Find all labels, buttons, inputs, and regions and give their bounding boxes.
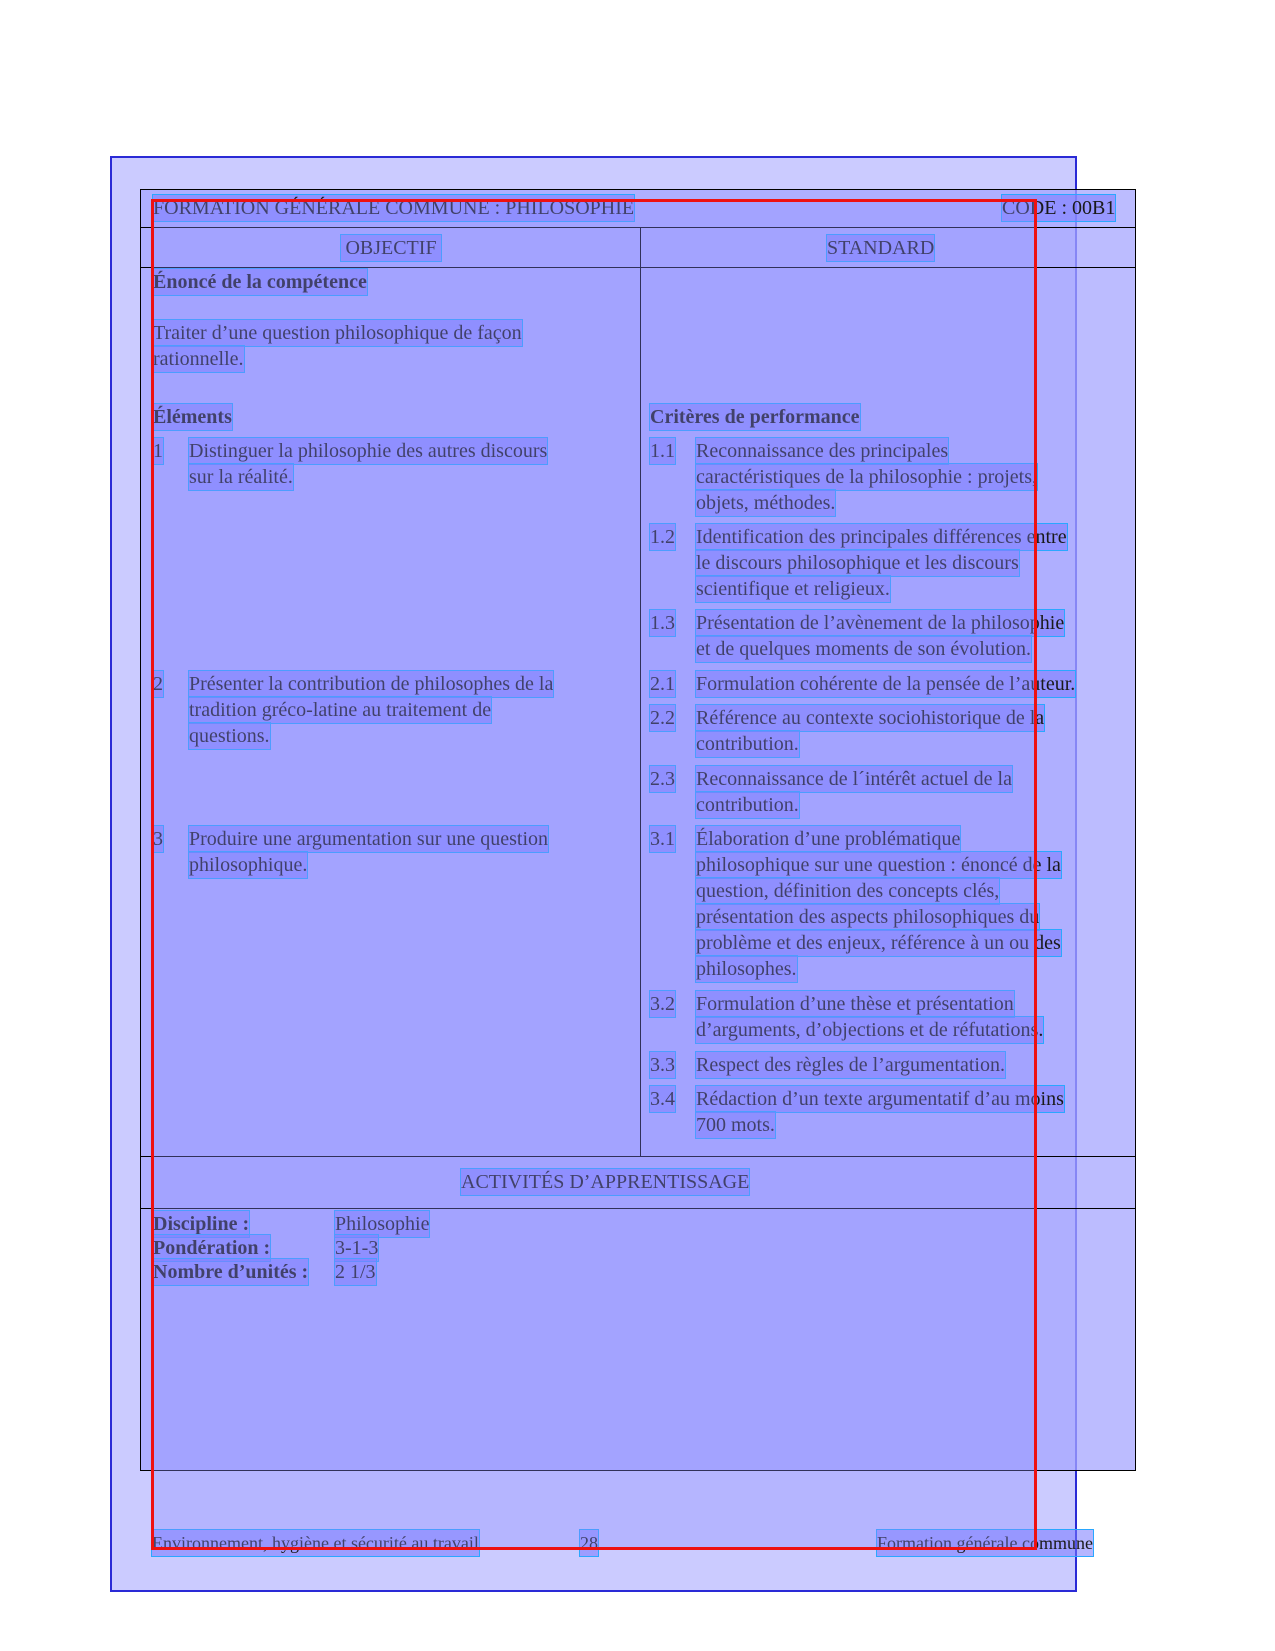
criteria-heading: Critères de performance (650, 406, 860, 428)
competency-table (140, 189, 1136, 1471)
criterion-line: présentation des aspects philosophiques du (696, 906, 1040, 928)
rule (141, 1208, 1135, 1209)
element-number: 1 (153, 440, 163, 462)
criterion-line: scientifique et religieux. (696, 578, 890, 600)
criterion-line: Référence au contexte sociohistorique de la (696, 707, 1045, 729)
criterion-line: et de quelques moments de son évolution. (696, 638, 1031, 660)
field-value-ponderation: 3-1-3 (335, 1237, 379, 1259)
competence-line: Traiter d’une question philosophique de façon (153, 322, 522, 344)
element-line: tradition gréco-latine au traitement de (189, 699, 492, 721)
competence-heading: Énoncé de la compétence (153, 271, 367, 293)
criterion-line: philosophique sur une question : énoncé de la (696, 854, 1061, 876)
field-label-discipline: Discipline : (153, 1213, 250, 1235)
criterion-line: problème et des enjeux, référence à un ou des (696, 932, 1061, 954)
field-value-discipline: Philosophie (335, 1213, 430, 1235)
page-number: 28 (580, 1530, 598, 1556)
field-value-units: 2 1/3 (335, 1261, 376, 1283)
criterion-line: le discours philosophique et les discours (696, 552, 1019, 574)
criterion-line: contribution. (696, 794, 799, 816)
field-label-units: Nombre d’unités : (153, 1261, 309, 1283)
criterion-line: Respect des règles de l’argumentation. (696, 1054, 1005, 1076)
criterion-line: contribution. (696, 733, 799, 755)
element-number: 3 (153, 828, 163, 850)
footer-right: Formation générale commune (877, 1530, 1093, 1556)
elements-heading: Éléments (153, 406, 232, 428)
criterion-line: question, définition des concepts clés, (696, 880, 1000, 902)
criterion-line: Formulation cohérente de la pensée de l’auteur. (696, 673, 1076, 695)
criterion-number: 2.2 (650, 707, 675, 729)
page-footer (152, 1530, 1128, 1556)
element-line: questions. (189, 725, 270, 747)
field-label-ponderation: Pondération : (153, 1237, 271, 1259)
column-header-standard: STANDARD (827, 237, 935, 259)
criterion-line: Élaboration d’une problématique (696, 828, 961, 850)
criterion-number: 3.1 (650, 828, 675, 850)
criterion-number: 1.3 (650, 612, 675, 634)
criterion-line: philosophes. (696, 958, 797, 980)
criterion-line: objets, méthodes. (696, 492, 836, 514)
column-header-objectif: OBJECTIF (341, 235, 441, 261)
column-divider (640, 227, 641, 1156)
criterion-line: d’arguments, d’objections et de réfutations. (696, 1019, 1044, 1041)
element-line: Distinguer la philosophie des autres discours (189, 440, 548, 462)
criterion-line: Formulation d’une thèse et présentation (696, 993, 1014, 1015)
criterion-number: 2.1 (650, 673, 675, 695)
criterion-line: Reconnaissance des principales (696, 440, 949, 462)
element-line: Produire une argumentation sur une question (189, 828, 549, 850)
footer-left: Environnement, hygiène et sécurité au travail (152, 1530, 479, 1556)
rule (141, 227, 1135, 228)
criterion-number: 2.3 (650, 768, 675, 790)
criterion-number: 3.4 (650, 1088, 675, 1110)
competence-line: rationnelle. (153, 348, 244, 370)
activities-heading: ACTIVITÉS D’APPRENTISSAGE (461, 1171, 750, 1193)
criterion-number: 1.2 (650, 526, 675, 548)
rule (141, 267, 1135, 268)
criterion-line: Reconnaissance de l´intérêt actuel de la (696, 768, 1012, 790)
criterion-line: caractéristiques de la philosophie : projets, (696, 466, 1038, 488)
header-title: FORMATION GÉNÉRALE COMMUNE : PHILOSOPHIE (153, 197, 635, 219)
element-line: philosophique. (189, 854, 308, 876)
element-number: 2 (153, 673, 163, 695)
criterion-number: 3.2 (650, 993, 675, 1015)
criterion-line: 700 mots. (696, 1114, 775, 1136)
criterion-line: Rédaction d’un texte argumentatif d’au moins (696, 1088, 1064, 1110)
criterion-number: 1.1 (650, 440, 675, 462)
rule (141, 1156, 1135, 1157)
criterion-number: 3.3 (650, 1054, 675, 1076)
header-code: CODE : 00B1 (1002, 197, 1116, 219)
criterion-line: Identification des principales différences entre (696, 526, 1067, 548)
element-line: Présenter la contribution de philosophes de la (189, 673, 554, 695)
criterion-line: Présentation de l’avènement de la philosophie (696, 612, 1065, 634)
element-line: sur la réalité. (189, 466, 293, 488)
